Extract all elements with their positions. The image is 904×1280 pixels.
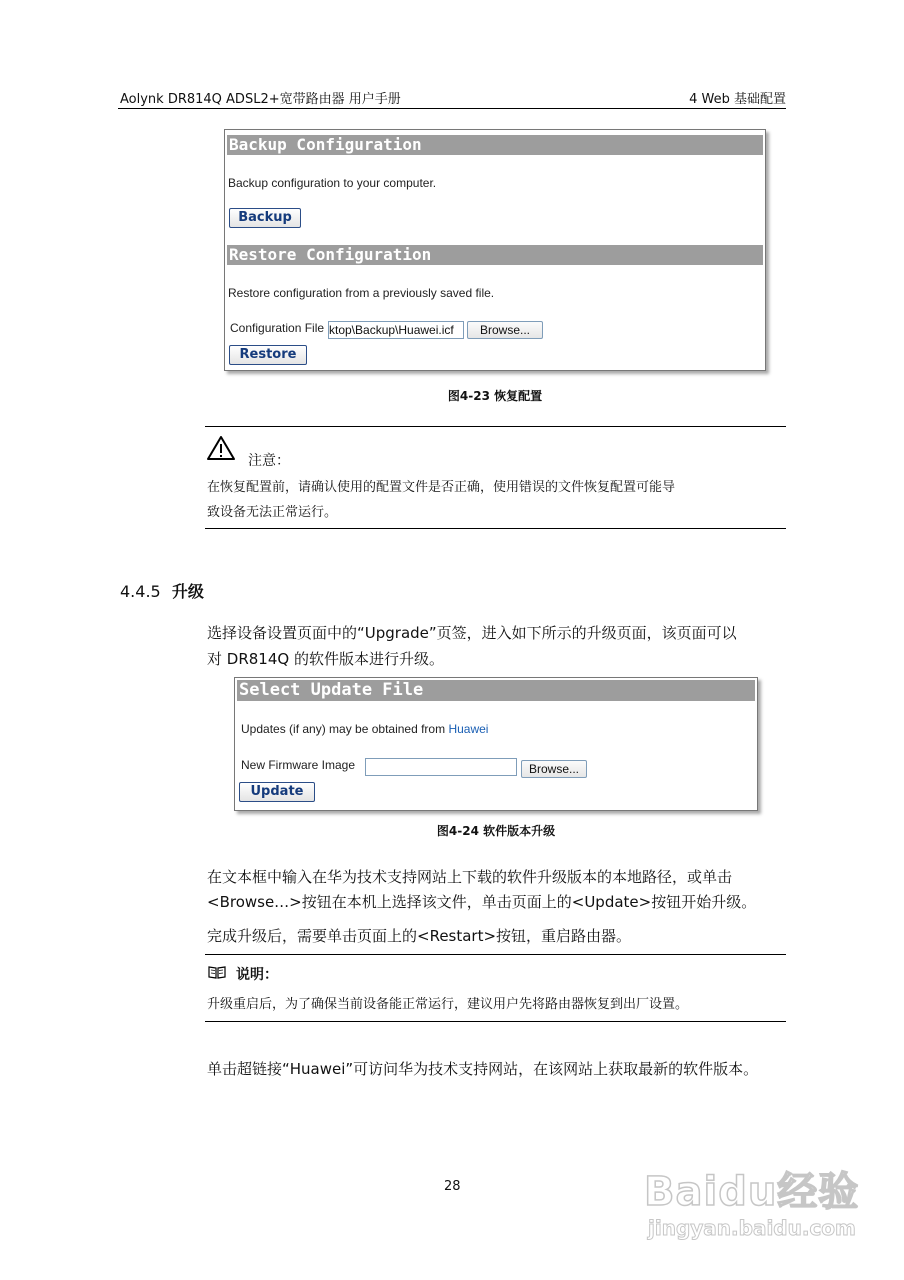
page-number: 28 [444,1179,461,1194]
para3: 单击超链接“Huawei”可访问华为技术支持网站，在该网站上获取最新的软件版本。 [207,1060,759,1078]
config-file-input[interactable]: ktop\Backup\Huawei.icf [328,321,464,339]
restore-description: Restore configuration from a previously saved file. [228,286,495,300]
header-left: Aolynk DR814Q ADSL2+宽带路由器 用户手册 [120,92,401,107]
huawei-link[interactable]: Huawei [448,722,489,736]
section-number: 4.4.5 [120,582,161,601]
watermark-url: jingyan.baidu.com [648,1216,856,1240]
explain-title: 说明： [236,967,278,983]
select-update-file-title: Select Update File [237,680,755,701]
figure-4-24-caption: 图4-24 软件版本升级 [436,824,556,838]
backup-section-title: Backup Configuration [227,135,763,155]
caution-text-line2: 致设备无法正常运行。 [207,505,338,520]
watermark-brand: Baidu经验 [644,1169,860,1215]
restore-button[interactable]: Restore [229,345,307,365]
para1-line1: 在文本框中输入在华为技术支持网站上下载的软件升级版本的本地路径，或单击 [207,868,733,886]
caution-title: 注意： [248,453,290,469]
firmware-input[interactable] [365,758,517,776]
book-icon [207,965,227,980]
firmware-label: New Firmware Image [241,758,356,772]
header-right: 4 Web 基础配置 [689,92,786,107]
warning-icon [206,435,236,461]
caution-top-rule [205,426,786,427]
caution-bottom-rule [205,528,786,529]
figure-4-23-caption: 图4-23 恢复配置 [447,389,543,403]
intro-line1: 选择设备设置页面中的“Upgrade”页签，进入如下所示的升级页面，该页面可以 [207,624,737,642]
section-heading [120,579,204,602]
restore-section-title: Restore Configuration [227,245,763,265]
backup-restore-screenshot [224,129,766,371]
para1-line2: <Browse…>按钮在本机上选择该文件，单击页面上的<Update>按钮开始升级。 [207,893,757,911]
caution-text-line1: 在恢复配置前，请确认使用的配置文件是否正确，使用错误的文件恢复配置可能导 [207,480,676,495]
explain-bottom-rule [205,1021,786,1022]
backup-description: Backup configuration to your computer. [228,176,437,190]
updates-description: Updates (if any) may be obtained from [241,722,446,736]
updates-text [241,722,488,736]
intro-line2: 对 DR814Q 的软件版本进行升级。 [207,650,444,668]
explain-top-rule [205,954,786,955]
baidu-watermark [644,1160,864,1260]
config-file-label: Configuration File [230,321,325,335]
browse-firmware-button[interactable]: Browse... [521,760,587,778]
update-button[interactable]: Update [239,782,315,802]
explain-text: 升级重启后，为了确保当前设备能正常运行，建议用户先将路由器恢复到出厂设置。 [207,997,689,1012]
section-title: 升级 [171,582,204,601]
upgrade-screenshot [234,677,758,811]
browse-button[interactable]: Browse... [467,321,543,339]
header-divider [118,108,786,109]
backup-button[interactable]: Backup [229,208,301,228]
para2: 完成升级后，需要单击页面上的<Restart>按钮，重启路由器。 [207,927,632,945]
